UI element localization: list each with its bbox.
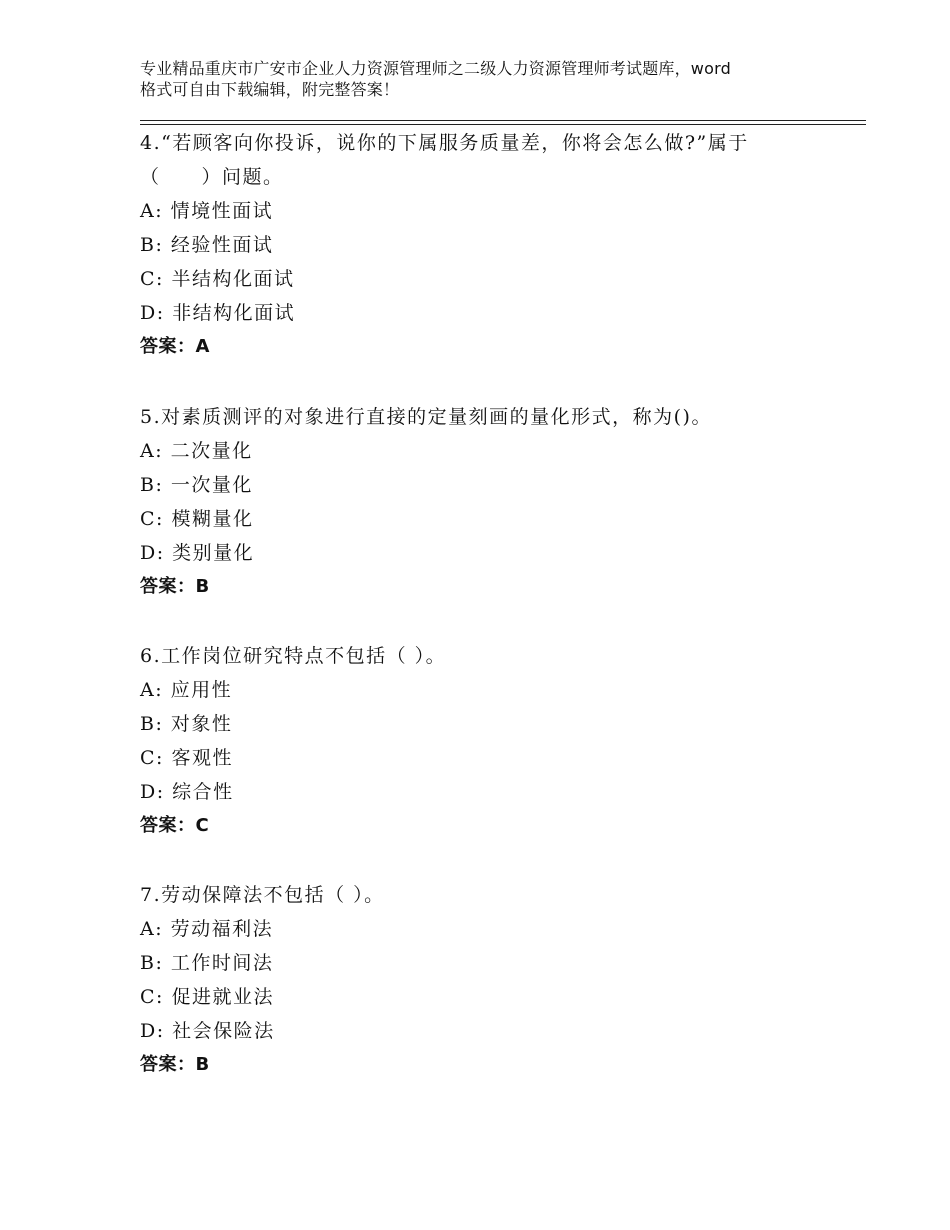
option-a: A: 劳动福利法	[140, 918, 274, 940]
question-stem: 5.对素质测评的对象进行直接的定量刻画的量化形式，称为()。	[140, 406, 712, 428]
question-stem: 6.工作岗位研究特点不包括（ ）。	[140, 645, 447, 667]
question-4	[140, 126, 840, 364]
question-5	[140, 400, 840, 604]
option-a: A: 情境性面试	[140, 200, 274, 222]
option-c: C: 促进就业法	[140, 986, 274, 1008]
option-c: C: 客观性	[140, 747, 233, 769]
option-b: B: 工作时间法	[140, 952, 274, 974]
option-b: B: 对象性	[140, 713, 233, 735]
question-stem-continued: （ ）问题。	[140, 166, 284, 188]
answer-line: 答案：C	[140, 815, 210, 836]
option-d: D: 综合性	[140, 781, 234, 803]
header-line-2: 格式可自由下载编辑，附完整答案！	[140, 80, 400, 99]
option-a: A: 应用性	[140, 679, 233, 701]
question-stem: 7.劳动保障法不包括（ ）。	[140, 884, 385, 906]
option-b: B: 经验性面试	[140, 234, 274, 256]
option-c: C: 模糊量化	[140, 508, 254, 530]
header-divider-secondary	[140, 124, 866, 125]
question-6	[140, 639, 840, 843]
option-d: D: 非结构化面试	[140, 302, 296, 324]
option-a: A: 二次量化	[140, 440, 253, 462]
answer-line: 答案：A	[140, 336, 210, 357]
answer-line: 答案：B	[140, 1054, 210, 1075]
option-d: D: 类别量化	[140, 542, 255, 564]
option-d: D: 社会保险法	[140, 1020, 275, 1042]
page-header	[140, 58, 840, 100]
option-b: B: 一次量化	[140, 474, 253, 496]
header-line-1: 专业精品重庆市广安市企业人力资源管理师之二级人力资源管理师考试题库，word	[140, 59, 731, 78]
option-c: C: 半结构化面试	[140, 268, 295, 290]
question-7	[140, 878, 840, 1082]
question-stem: 4.“若顾客向你投诉，说你的下属服务质量差，你将会怎么做?”属于	[140, 132, 749, 154]
header-divider	[140, 120, 866, 121]
answer-line: 答案：B	[140, 576, 210, 597]
